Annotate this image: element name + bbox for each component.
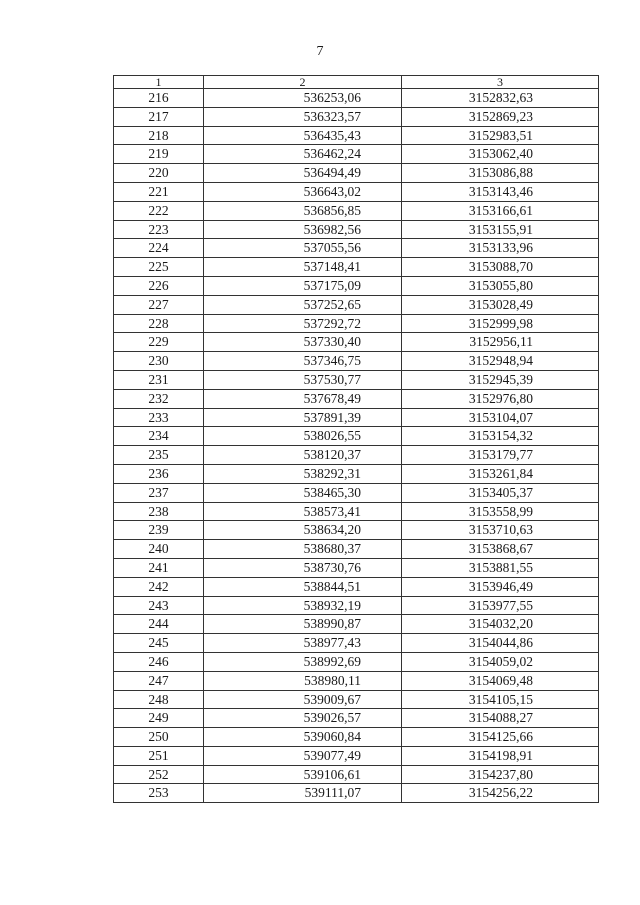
y-coordinate-cell: 3153028,49: [402, 295, 599, 314]
table-row: [114, 709, 599, 728]
table-row: [114, 690, 599, 709]
y-coordinate-cell: 3153143,46: [402, 182, 599, 201]
y-coordinate-cell: 3154088,27: [402, 709, 599, 728]
x-coordinate-cell: 537678,49: [204, 389, 402, 408]
table-row: [114, 502, 599, 521]
table-row: [114, 89, 599, 108]
table-row: [114, 126, 599, 145]
y-coordinate-cell: 3153155,91: [402, 220, 599, 239]
y-coordinate-cell: 3153062,40: [402, 145, 599, 164]
point-number-cell: 251: [114, 746, 204, 765]
x-coordinate-cell: 538844,51: [204, 577, 402, 596]
table-row: [114, 389, 599, 408]
x-coordinate-cell: 539106,61: [204, 765, 402, 784]
point-number-cell: 241: [114, 558, 204, 577]
table-row: [114, 558, 599, 577]
y-coordinate-cell: 3154032,20: [402, 615, 599, 634]
y-coordinate-cell: 3153405,37: [402, 483, 599, 502]
x-coordinate-cell: 537252,65: [204, 295, 402, 314]
x-coordinate-cell: 536323,57: [204, 107, 402, 126]
point-number-cell: 226: [114, 276, 204, 295]
y-coordinate-cell: 3153133,96: [402, 239, 599, 258]
table-row: [114, 615, 599, 634]
table-row: [114, 295, 599, 314]
point-number-cell: 218: [114, 126, 204, 145]
y-coordinate-cell: 3153179,77: [402, 446, 599, 465]
x-coordinate-cell: 536982,56: [204, 220, 402, 239]
point-number-cell: 246: [114, 652, 204, 671]
point-number-cell: 236: [114, 464, 204, 483]
x-coordinate-cell: 538990,87: [204, 615, 402, 634]
y-coordinate-cell: 3152948,94: [402, 352, 599, 371]
table-row: [114, 765, 599, 784]
x-coordinate-cell: 537530,77: [204, 370, 402, 389]
y-coordinate-cell: 3153104,07: [402, 408, 599, 427]
x-coordinate-cell: 537891,39: [204, 408, 402, 427]
x-coordinate-cell: 537148,41: [204, 258, 402, 277]
table-row: [114, 182, 599, 201]
y-coordinate-cell: 3154044,86: [402, 634, 599, 653]
page-number: 7: [316, 44, 324, 59]
x-coordinate-cell: 536253,06: [204, 89, 402, 108]
y-coordinate-cell: 3153881,55: [402, 558, 599, 577]
table-row: [114, 145, 599, 164]
x-coordinate-cell: 538634,20: [204, 521, 402, 540]
point-number-cell: 221: [114, 182, 204, 201]
x-coordinate-cell: 538120,37: [204, 446, 402, 465]
point-number-cell: 249: [114, 709, 204, 728]
y-coordinate-cell: 3154198,91: [402, 746, 599, 765]
point-number-cell: 252: [114, 765, 204, 784]
table-row: [114, 634, 599, 653]
table-row: [114, 652, 599, 671]
x-coordinate-cell: 539026,57: [204, 709, 402, 728]
y-coordinate-cell: 3152983,51: [402, 126, 599, 145]
table-row: [114, 671, 599, 690]
x-coordinate-cell: 537055,56: [204, 239, 402, 258]
point-number-cell: 217: [114, 107, 204, 126]
x-coordinate-cell: 536462,24: [204, 145, 402, 164]
point-number-cell: 247: [114, 671, 204, 690]
point-number-cell: 244: [114, 615, 204, 634]
table-row: [114, 201, 599, 220]
table-row: [114, 352, 599, 371]
point-number-cell: 232: [114, 389, 204, 408]
x-coordinate-cell: 536435,43: [204, 126, 402, 145]
point-number-cell: 235: [114, 446, 204, 465]
x-coordinate-cell: 537330,40: [204, 333, 402, 352]
table-row: [114, 577, 599, 596]
x-coordinate-cell: 538026,55: [204, 427, 402, 446]
table-row: [114, 164, 599, 183]
x-coordinate-cell: 538992,69: [204, 652, 402, 671]
y-coordinate-cell: 3154237,80: [402, 765, 599, 784]
point-number-cell: 224: [114, 239, 204, 258]
y-coordinate-cell: 3152976,80: [402, 389, 599, 408]
x-coordinate-cell: 539060,84: [204, 728, 402, 747]
point-number-cell: 223: [114, 220, 204, 239]
table-body: [114, 89, 599, 803]
table-row: [114, 258, 599, 277]
y-coordinate-cell: 3153261,84: [402, 464, 599, 483]
table-header-row: [114, 76, 599, 89]
point-number-cell: 240: [114, 540, 204, 559]
table-row: [114, 408, 599, 427]
coordinates-table: [113, 75, 599, 803]
x-coordinate-cell: 538730,76: [204, 558, 402, 577]
point-number-cell: 243: [114, 596, 204, 615]
point-number-cell: 225: [114, 258, 204, 277]
table-row: [114, 728, 599, 747]
point-number-cell: 248: [114, 690, 204, 709]
point-number-cell: 238: [114, 502, 204, 521]
point-number-cell: 220: [114, 164, 204, 183]
point-number-cell: 216: [114, 89, 204, 108]
point-number-cell: 250: [114, 728, 204, 747]
point-number-cell: 227: [114, 295, 204, 314]
point-number-cell: 222: [114, 201, 204, 220]
point-number-cell: 230: [114, 352, 204, 371]
x-coordinate-cell: 536856,85: [204, 201, 402, 220]
x-coordinate-cell: 537175,09: [204, 276, 402, 295]
table-row: [114, 596, 599, 615]
y-coordinate-cell: 3153154,32: [402, 427, 599, 446]
point-number-cell: 234: [114, 427, 204, 446]
point-number-cell: 242: [114, 577, 204, 596]
table-row: [114, 314, 599, 333]
x-coordinate-cell: 538680,37: [204, 540, 402, 559]
table-row: [114, 220, 599, 239]
table-row: [114, 333, 599, 352]
table-row: [114, 276, 599, 295]
table-row: [114, 427, 599, 446]
y-coordinate-cell: 3153710,63: [402, 521, 599, 540]
x-coordinate-cell: 539111,07: [204, 784, 402, 803]
table-row: [114, 784, 599, 803]
point-number-cell: 233: [114, 408, 204, 427]
y-coordinate-cell: 3153868,67: [402, 540, 599, 559]
y-coordinate-cell: 3153055,80: [402, 276, 599, 295]
y-coordinate-cell: 3152956,11: [402, 333, 599, 352]
y-coordinate-cell: 3152869,23: [402, 107, 599, 126]
x-coordinate-cell: 538977,43: [204, 634, 402, 653]
y-coordinate-cell: 3152832,63: [402, 89, 599, 108]
x-coordinate-cell: 538980,11: [204, 671, 402, 690]
point-number-cell: 253: [114, 784, 204, 803]
point-number-cell: 239: [114, 521, 204, 540]
table-row: [114, 370, 599, 389]
point-number-cell: 237: [114, 483, 204, 502]
x-coordinate-cell: 538573,41: [204, 502, 402, 521]
x-coordinate-cell: 538292,31: [204, 464, 402, 483]
x-coordinate-cell: 537292,72: [204, 314, 402, 333]
y-coordinate-cell: 3153088,70: [402, 258, 599, 277]
point-number-cell: 231: [114, 370, 204, 389]
y-coordinate-cell: 3153558,99: [402, 502, 599, 521]
y-coordinate-cell: 3153946,49: [402, 577, 599, 596]
x-coordinate-cell: 536643,02: [204, 182, 402, 201]
table-row: [114, 107, 599, 126]
y-coordinate-cell: 3154105,15: [402, 690, 599, 709]
table-row: [114, 746, 599, 765]
point-number-cell: 245: [114, 634, 204, 653]
y-coordinate-cell: 3154059,02: [402, 652, 599, 671]
y-coordinate-cell: 3152999,98: [402, 314, 599, 333]
table-row: [114, 446, 599, 465]
y-coordinate-cell: 3153086,88: [402, 164, 599, 183]
column-header-3: 3: [402, 76, 599, 89]
table-row: [114, 540, 599, 559]
y-coordinate-cell: 3153166,61: [402, 201, 599, 220]
y-coordinate-cell: 3152945,39: [402, 370, 599, 389]
x-coordinate-cell: 536494,49: [204, 164, 402, 183]
x-coordinate-cell: 537346,75: [204, 352, 402, 371]
point-number-cell: 219: [114, 145, 204, 164]
column-header-1: 1: [114, 76, 204, 89]
table-row: [114, 239, 599, 258]
x-coordinate-cell: 538932,19: [204, 596, 402, 615]
point-number-cell: 228: [114, 314, 204, 333]
y-coordinate-cell: 3154069,48: [402, 671, 599, 690]
point-number-cell: 229: [114, 333, 204, 352]
x-coordinate-cell: 538465,30: [204, 483, 402, 502]
y-coordinate-cell: 3154125,66: [402, 728, 599, 747]
y-coordinate-cell: 3153977,55: [402, 596, 599, 615]
column-header-2: 2: [204, 76, 402, 89]
y-coordinate-cell: 3154256,22: [402, 784, 599, 803]
table-row: [114, 464, 599, 483]
x-coordinate-cell: 539009,67: [204, 690, 402, 709]
table-row: [114, 483, 599, 502]
x-coordinate-cell: 539077,49: [204, 746, 402, 765]
table-row: [114, 521, 599, 540]
